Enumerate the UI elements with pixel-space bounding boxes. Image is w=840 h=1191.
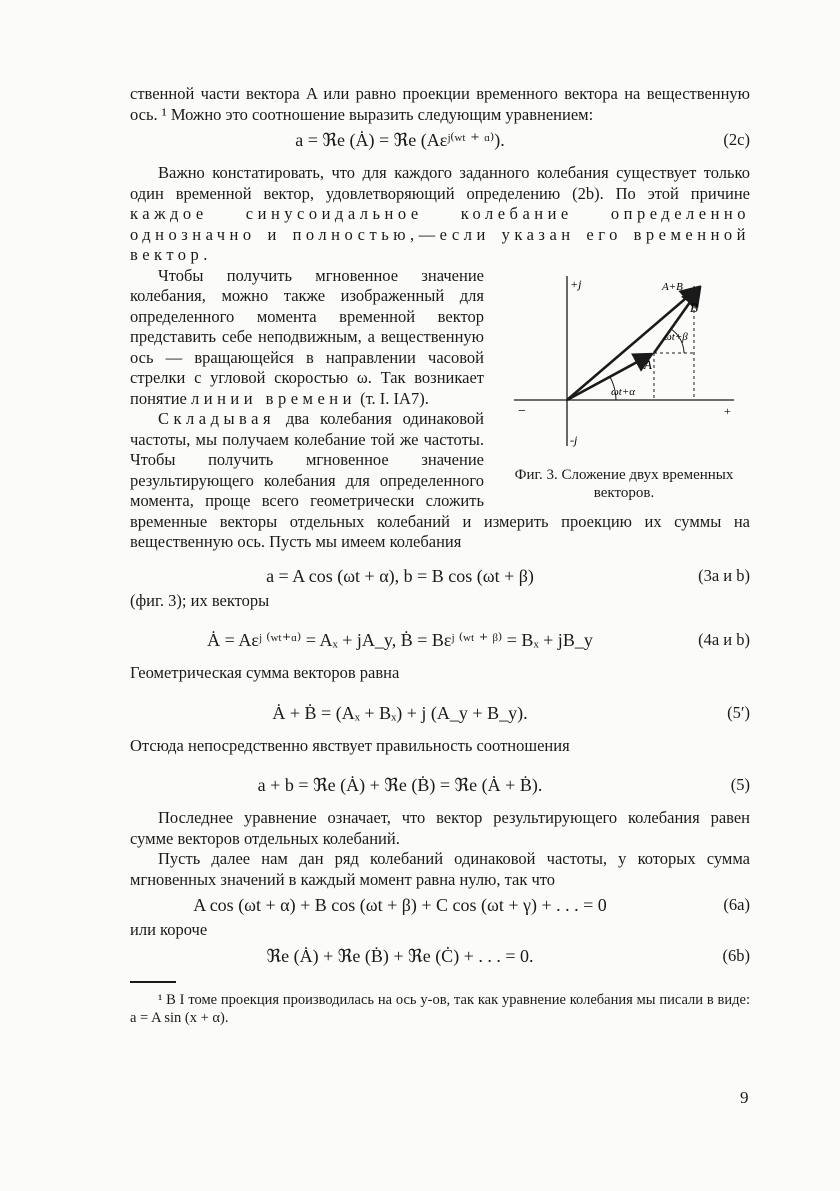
equation-6b-body: ℜe (Ȧ) + ℜe (Ḃ) + ℜe (Ċ) + . . . = 0. bbox=[266, 945, 534, 966]
equation-5-prime bbox=[130, 698, 750, 728]
paragraph-10: или короче bbox=[130, 920, 208, 939]
equation-5-body: a + b = ℜe (Ȧ) + ℜe (Ḃ) = ℜe (Ȧ + Ḃ). bbox=[257, 775, 543, 795]
page-body bbox=[130, 84, 750, 1027]
equation-3-body: a = A cos (ωt + α), b = B cos (ωt + β) bbox=[266, 565, 534, 586]
equation-2c-body: a = ℜe (Ȧ) = ℜe (Aεʲ⁽ʷᵗ ⁺ ᵅ⁾). bbox=[295, 130, 505, 150]
label-A: A bbox=[644, 356, 652, 372]
figure-caption: Фиг. 3. Сложение двух временных векторов. bbox=[514, 466, 734, 501]
label-wt-alpha: ωt+α bbox=[611, 385, 636, 398]
paragraph-8: Последнее уравнение означает, что вектор результирующего колебания равен сумме векторов отдельных колебаний. bbox=[130, 808, 750, 848]
vector-A bbox=[567, 354, 652, 400]
equation-6b-number: (6b) bbox=[722, 945, 750, 965]
label-minus: − bbox=[518, 403, 526, 419]
page-number: 9 bbox=[740, 1088, 749, 1107]
paragraph-4-spaced-text: Складывая bbox=[158, 409, 276, 428]
label-wt-beta: ωt+β bbox=[664, 330, 688, 343]
paragraph-4-text: два колебания одинаковой частоты, мы получаем колебание той же частоты. Чтобы получить мгновенное значение результирующего колебания для определенного момента, проще всего геометрически сложить временные векторы отдельных колебаний и измерить проекцию их суммы на вещественную ось. Пусть мы имеем колебания bbox=[130, 409, 750, 551]
equation-5-number: (5) bbox=[730, 775, 750, 794]
equation-6a-number: (6a) bbox=[723, 895, 750, 914]
paragraph-3-ref: (т. I. IA7). bbox=[360, 388, 429, 408]
paragraph-5: (фиг. 3); их векторы bbox=[130, 590, 270, 610]
paragraph-2-spaced-text: каждое синусоидальное колебание определенно однозначно и полностью,—если указан его временной вектор. bbox=[130, 204, 750, 264]
figure-3 bbox=[498, 268, 750, 502]
paragraph-9: Пусть далее нам дан ряд колебаний одинаковой частоты, у которых сумма мгновенных значений в каждый момент равна нулю, так что bbox=[130, 849, 750, 889]
equation-2c-number: (2c) bbox=[723, 130, 750, 149]
equation-6a-body: A cos (ωt + α) + B cos (ωt + β) + C cos (ωt + γ) + . . . = 0 bbox=[193, 895, 607, 915]
equation-5 bbox=[130, 770, 750, 800]
footnote: ¹ В I томе проекция производилась на ось y-ов, так как уравнение колебания мы писали в виде: a = A sin (x + α). bbox=[130, 991, 750, 1026]
paragraph-6: Геометрическая сумма векторов равна bbox=[130, 663, 400, 682]
paragraph-3-text: Чтобы получить мгновенное значение колебания, можно также изображенный для определенного момента временной вектор представить себе неподвижным, а вещественную ось — вращающейся в направлении часовой стрелки с угловой скоростью ω. Так возникает понятие bbox=[130, 265, 484, 408]
paragraph-2 bbox=[130, 163, 750, 266]
vector-diagram bbox=[504, 268, 744, 458]
paragraph-3-spaced-text: линии времени bbox=[191, 388, 356, 408]
vector-A-plus-B bbox=[567, 287, 699, 400]
paragraph-7: Отсюда непосредственно явствует правильность соотношения bbox=[130, 735, 570, 755]
label-A-plus-B: A+B bbox=[662, 280, 683, 293]
equation-4-number: (4a и b) bbox=[698, 630, 750, 649]
equation-3 bbox=[130, 561, 750, 591]
label-plus: + bbox=[724, 403, 731, 418]
figure-section bbox=[130, 266, 750, 553]
equation-6a bbox=[130, 890, 750, 920]
equation-4 bbox=[130, 625, 750, 655]
footnote-rule bbox=[130, 981, 176, 983]
paragraph-1: ственной части вектора A или равно проекции временного вектора на вещественную ось. ¹ Можно это соотношение выразить следующим уравнением: bbox=[130, 84, 750, 124]
paragraph-2-text: Важно констатировать, что для каждого заданного колебания существует только один временной вектор, удовлетворяющий определению (2b). По этой причине bbox=[130, 163, 750, 203]
label-neg-j: -j bbox=[570, 432, 578, 447]
equation-4-body: Ȧ = Aεʲ ⁽ʷᵗ⁺ᵅ⁾ = Aₓ + jA_y, Ḃ = Bεʲ ⁽ʷᵗ ⁺ ᵝ⁾ = Bₓ + jB_y bbox=[207, 630, 593, 650]
equation-5-prime-body: Ȧ + Ḃ = (Aₓ + Bₓ) + j (A_y + B_y). bbox=[272, 702, 528, 723]
equation-6b bbox=[130, 941, 750, 971]
equation-2c bbox=[130, 125, 750, 155]
label-pos-j: +j bbox=[570, 276, 582, 291]
equation-5-prime-number: (5′) bbox=[727, 702, 750, 722]
equation-3-number: (3a и b) bbox=[698, 565, 750, 585]
label-B: B bbox=[690, 299, 698, 315]
